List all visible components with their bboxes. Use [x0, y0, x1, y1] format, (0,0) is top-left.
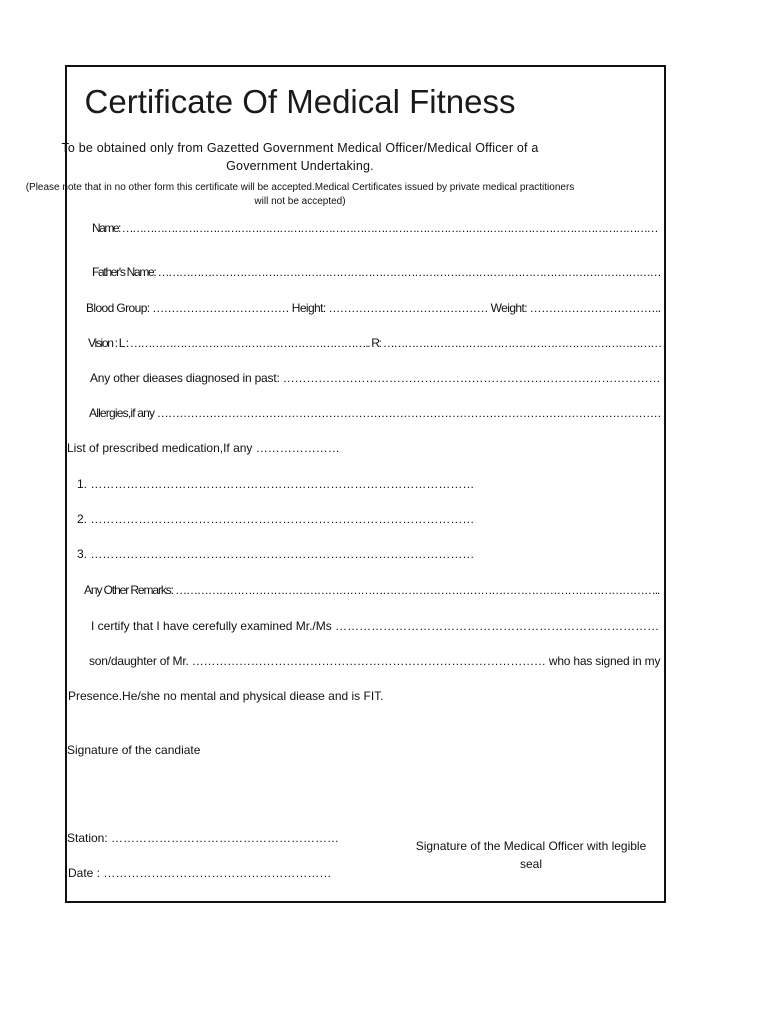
medication-heading[interactable]: List of prescribed medication,If any …………………	[67, 441, 340, 455]
subtitle-line-1: To be obtained only from Gazetted Government Medical Officer/Medical Officer of a	[61, 141, 539, 155]
note-line-1: (Please note that in no other form this certificate will be accepted.Medical Certificates issued by private medical practitioners	[25, 182, 575, 193]
candidate-signature-label: Signature of the candiate	[67, 743, 201, 757]
medication-item-1[interactable]: 1. ……………………………………………………………………………………	[77, 477, 475, 491]
note-line-2: will not be accepted)	[254, 196, 346, 207]
certificate-title: Certificate Of Medical Fitness	[84, 83, 516, 120]
medication-item-2[interactable]: 2. ……………………………………………………………………………………	[77, 512, 475, 526]
father-name-field[interactable]: Father's Name: ……………………………………………………………………………………………………………………………	[92, 265, 661, 279]
other-remarks-field[interactable]: Any Other Remarks: ……………………………………………………………………………………………………………………..	[84, 583, 660, 597]
certify-line-3: Presence.He/she no mental and physical diease and is FIT.	[68, 689, 384, 703]
certify-line-1[interactable]: I certify that I have cerefully examined Mr./Ms ………………………………………………………………………	[91, 619, 660, 633]
name-field[interactable]: Name: ………………………………………………………………………………………………………………………………………	[92, 221, 658, 235]
certify-line-2[interactable]: son/daughter of Mr. ……………………………………………………………………………… who has signed in my	[89, 654, 661, 668]
blood-height-weight-field[interactable]: Blood Group: ……………………………… Height: …………………………………… Weight: ……………………………..	[86, 301, 661, 315]
officer-signature-line-1: Signature of the Medical Officer with legible	[415, 839, 647, 853]
past-diseases-field[interactable]: Any other dieases diagnosed in past: ……………………………………………………………………………………	[90, 371, 661, 385]
station-field[interactable]: Station: …………………………………………………	[67, 831, 340, 845]
officer-signature-line-2: seal	[519, 857, 542, 871]
vision-field[interactable]: Vision : L : ………………………………………………………….. R: ……………………………………………………………………	[88, 336, 661, 350]
date-field[interactable]: Date : …………………………………………………	[68, 866, 332, 880]
allergies-field[interactable]: Allergies,if any ………………………………………………………………………………………………………………………	[89, 406, 661, 420]
medication-item-3[interactable]: 3. ……………………………………………………………………………………	[77, 547, 475, 561]
subtitle-line-2: Government Undertaking.	[226, 159, 374, 173]
